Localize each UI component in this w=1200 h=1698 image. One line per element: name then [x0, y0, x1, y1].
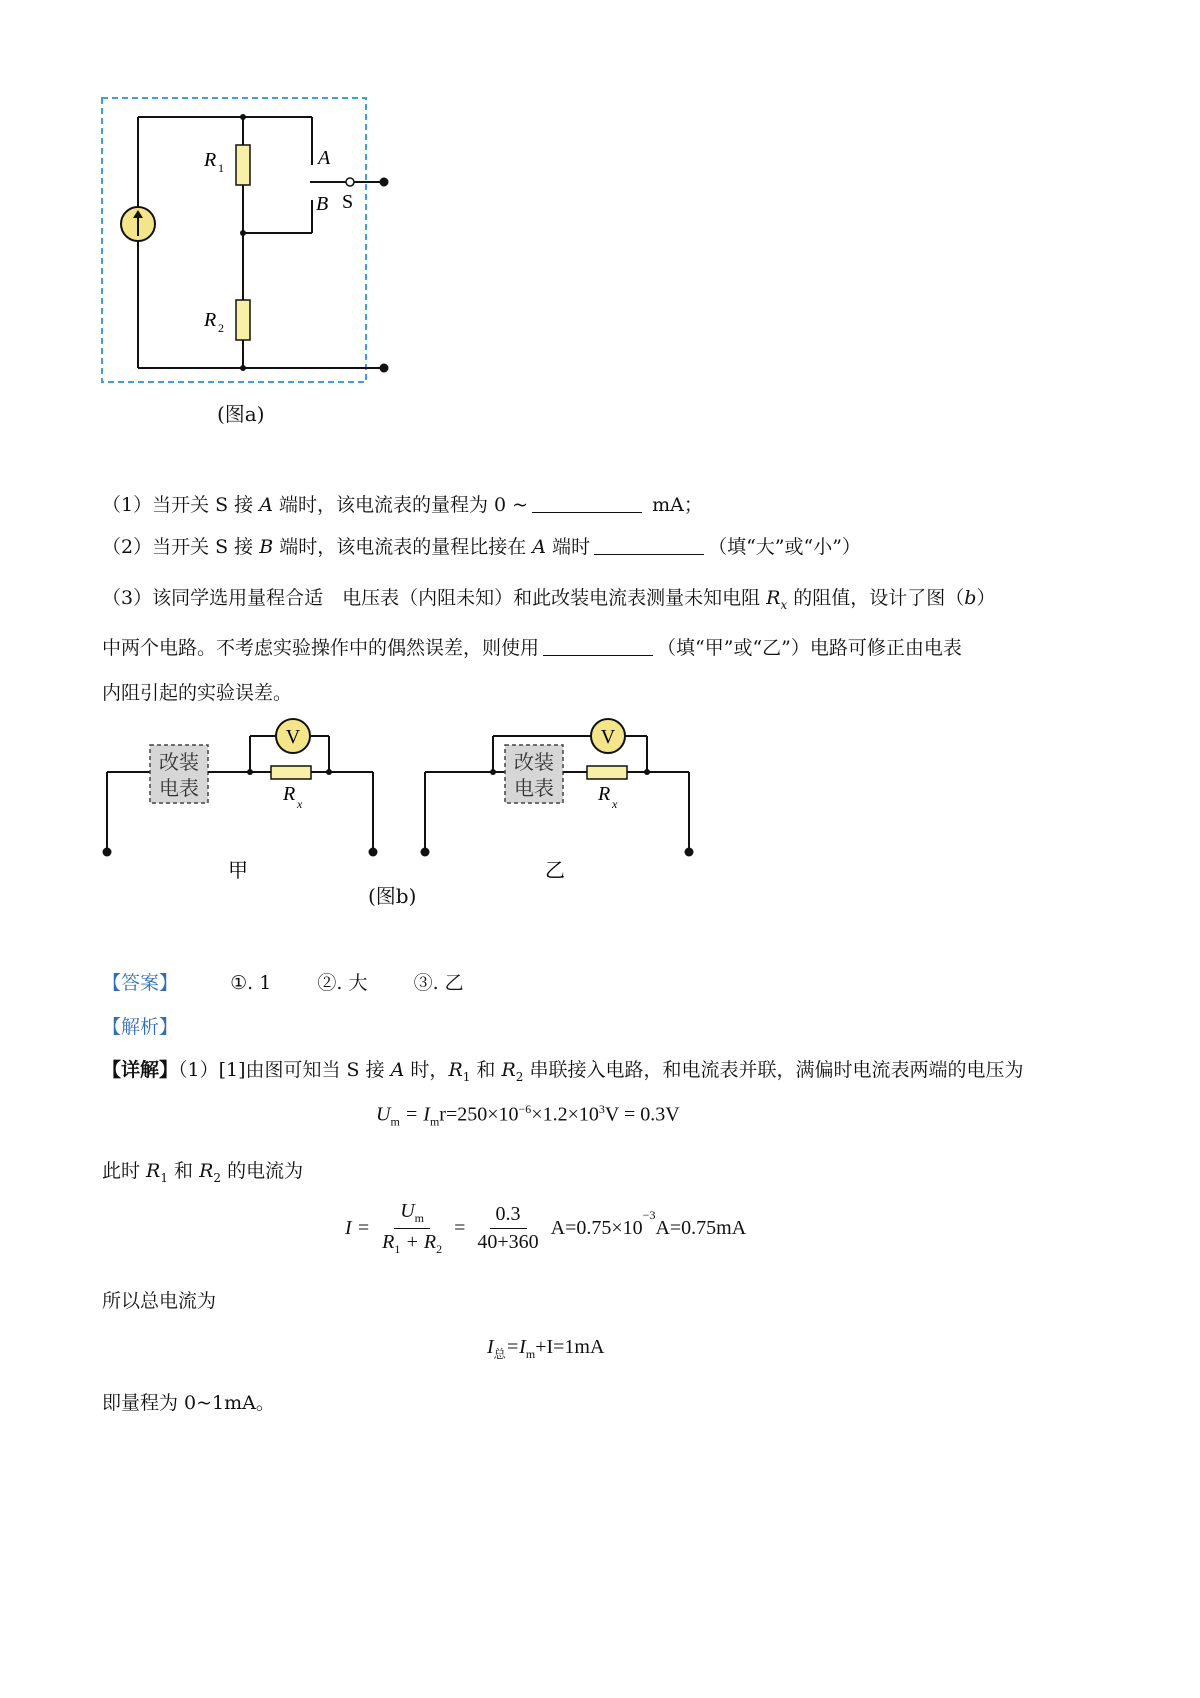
figure-a-caption: (图a): [217, 402, 265, 426]
switch-pivot: [346, 178, 354, 186]
equation-1: $U_m = I_mr=250\times 10^{-6}\times 1.2\times 10^3V = 0.3V$: [376, 1102, 680, 1129]
svg-text:V: V: [285, 726, 301, 748]
resistor-r2: [236, 300, 250, 340]
analysis-line-4: 即量程为 0~1mA。: [102, 1392, 275, 1414]
resistor-r1: [236, 145, 250, 185]
svg-text:2: 2: [218, 321, 224, 335]
svg-text:x: x: [612, 797, 618, 811]
svg-text:1: 1: [218, 161, 224, 175]
svg-text:改装: 改装: [159, 752, 199, 774]
question-2: （2）当开关 S 接 B 端时，该电流表的量程比接在 A 端时 （填“大”或“小”）: [102, 536, 861, 558]
label-s: S: [342, 191, 354, 213]
answer-row: [102, 968, 464, 995]
analysis-line-3: 所以总电流为: [102, 1290, 217, 1312]
question-3-line-2: 中两个电路。不考虑实验操作中的偶然误差，则使用 （填“甲”或“乙”）电路可修正由电表: [102, 637, 962, 659]
answer-tag: 【答案】: [102, 972, 179, 994]
equation-3: $I_总=I_m+I=1mA$: [487, 1336, 605, 1361]
answer-1: ①. 1: [230, 972, 272, 994]
answer-blank-3[interactable]: [543, 636, 653, 656]
answer-blank-1[interactable]: [532, 493, 642, 513]
svg-text:电表: 电表: [159, 778, 199, 800]
terminal-top: [380, 178, 389, 187]
figure-b-caption: (图b): [368, 884, 417, 908]
analysis-line-1: 【详解】（1）[1]由图可知当 S 接 A 时，$R_1$ 和 $R_2$ 串联接入电路，和电流表并联，满偏时电流表两端的电压为: [102, 1059, 1024, 1084]
analysis-line-2: 此时 $R_1$ 和 $R_2$ 的电流为: [102, 1160, 304, 1185]
question-3-line-3: 内阻引起的实验误差。: [102, 682, 293, 704]
analysis-tag: 【解析】: [102, 1016, 179, 1038]
svg-text:V: V: [600, 726, 616, 748]
question-3-line-1: （3）该同学选用量程合适 电压表（内阻未知）和此改装电流表测量未知电阻 $R_x$ 的阻值，设计了图（b）: [102, 587, 996, 612]
answer-3: ③. 乙: [413, 972, 464, 994]
svg-text:R: R: [283, 783, 296, 805]
terminal-left-a: [103, 848, 112, 857]
terminal-right-a: [421, 848, 430, 857]
label-jia: 甲: [228, 860, 248, 882]
terminal-bottom: [380, 364, 389, 373]
terminal-left-b: [369, 848, 378, 857]
svg-text:改装: 改装: [514, 752, 554, 774]
answer-blank-2[interactable]: [594, 535, 704, 555]
equation-2: I = $\frac{U_m}{R_1 + R_2}$ = $\frac{0.3}{40+360}$ A=0.75×10 $^{-3}$ A=0.75mA: [345, 1200, 747, 1256]
resistor-rx-right: [587, 766, 627, 779]
label-a: A: [318, 147, 331, 169]
label-yi: 乙: [545, 860, 565, 882]
question-1: （1）当开关 S 接 A 端时，该电流表的量程为 0 ~ mA；: [102, 494, 703, 516]
label-b: B: [316, 193, 329, 215]
resistor-rx-left: [271, 766, 311, 779]
label-r2: R: [204, 309, 217, 331]
svg-text:电表: 电表: [514, 778, 554, 800]
svg-text:R: R: [598, 783, 611, 805]
answer-2: ②. 大: [317, 972, 368, 994]
label-r1: R: [204, 149, 217, 171]
terminal-right-b: [685, 848, 694, 857]
figure-a-circuit: [100, 90, 400, 400]
svg-text:x: x: [297, 797, 303, 811]
